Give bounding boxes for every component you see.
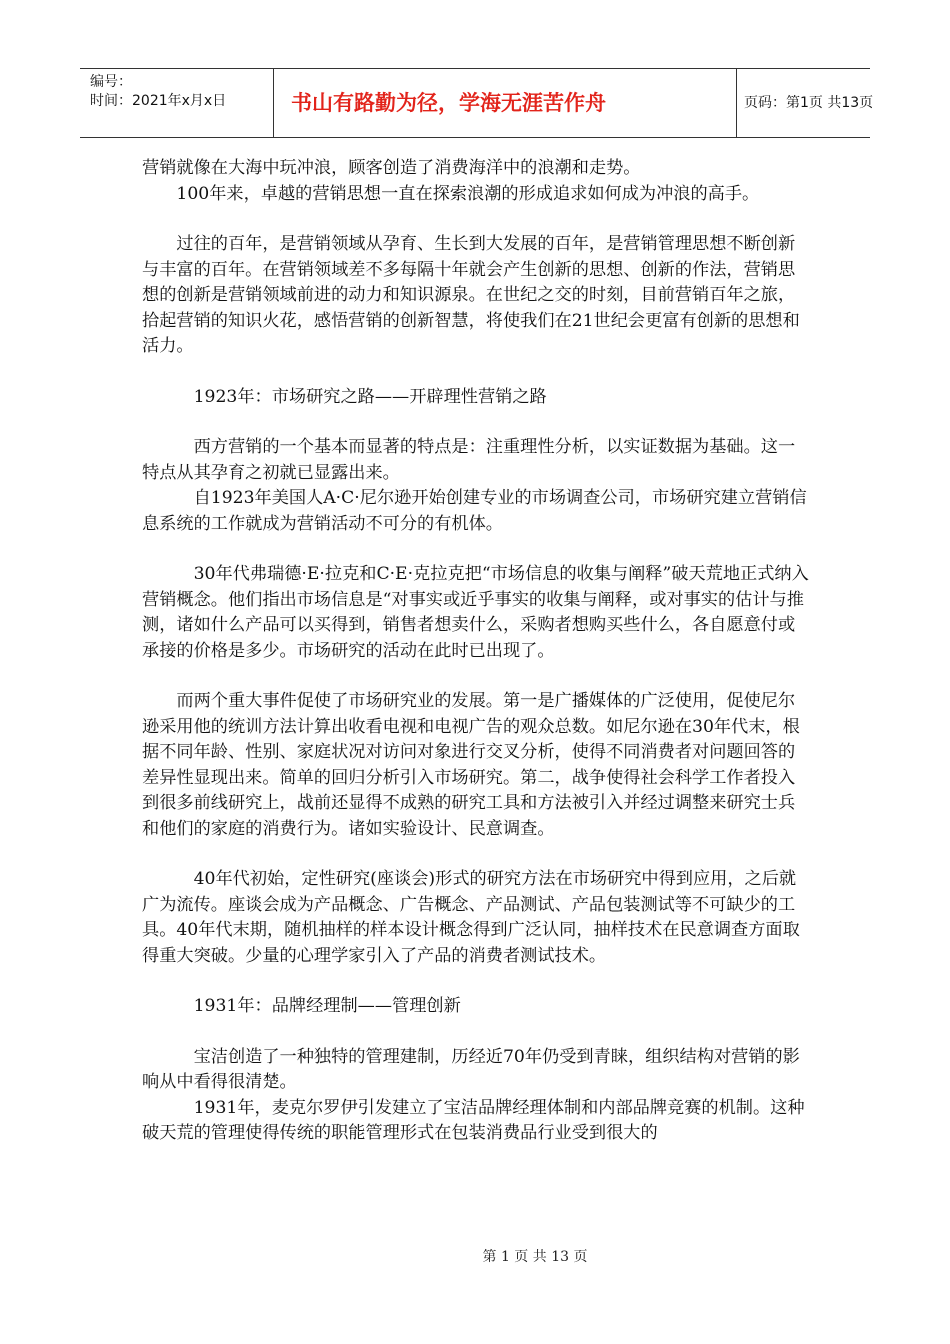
paragraph: 过往的百年，是营销领域从孕育、生长到大发展的百年，是营销管理思想不断创新与丰富的百年。在营销领域差不多每隔十年就会产生创新的思想、创新的作法，营销思想的创新是营销领域前进的动力和知识源泉。在世纪之交的时刻，目前营销百年之旅，拾起营销的知识火花，感悟营销的创新智慧，将使我们在21世纪会更富有创新的思想和活力。 (142, 234, 800, 356)
paragraph: 40年代初始，定性研究(座谈会)形式的研究方法在市场研究中得到应用，之后就广为流传。座谈会成为产品概念、广告概念、产品测试、产品包装测试等不可缺少的工具。40年代末期，随机抽样的样本设计概念得到广泛认同，抽样技术在民意调查方面取得重大突破。少量的心理学家引入了产品的消费者测试技术。 (142, 869, 800, 966)
header-meta-cell (80, 69, 274, 137)
date-label: 时间：2021年x月x日 (90, 93, 227, 109)
paragraph: 而两个重大事件促使了市场研究业的发展。第一是广播媒体的广泛使用，促使尼尔逊采用他的统训方法计算出收看电视和电视广告的观众总数。如尼尔逊在30年代末，根据不同年龄、性别、家庭状况对访问对象进行交叉分析，使得不同消费者对问题回答的差异性显现出来。简单的回归分析引入市场研究。第二，战争使得社会科学工作者投入到很多前线研究上，战前还显得不成熟的研究工具和方法被引入并经过调整来研究士兵和他们的家庭的消费行为。诸如实验设计、民意调查。 (142, 691, 800, 839)
document-header (80, 68, 874, 138)
paragraph: 100年来，卓越的营销思想一直在探索浪潮的形成追求如何成为冲浪的高手。 (176, 183, 760, 204)
header-page-label: 页码：第1页 共13页 (744, 95, 874, 111)
section-heading: 1931年：品牌经理制——管理创新 (193, 996, 461, 1016)
header-motto: 书山有路勤为径，学海无涯苦作舟 (275, 69, 737, 137)
section-heading: 1923年：市场研究之路——开辟理性营销之路 (193, 386, 547, 407)
footer-page-number: 第 1 页 共 13 页 (482, 1249, 588, 1265)
page-footer (0, 1246, 950, 1266)
paragraph: 自1923年美国人A·C·尼尔逊开始创建专业的市场调查公司，市场研究建立营销信息系统的工作就成为营销活动不可分的有机体。 (142, 488, 807, 534)
paragraph: 30年代弗瑞德·E·拉克和C·E·克拉克把“市场信息的收集与阐释”破天荒地正式纳入营销概念。他们指出市场信息是“对事实或近乎事实的收集与阐释，或对事实的估计与推测，诸如什么产品可以买得到，销售者想卖什么，采购者想购买些什么，各自愿意付或承接的价格是多少。市场研究的活动在此时已出现了。 (142, 564, 809, 661)
document-body (142, 150, 810, 1147)
paragraph: 宝洁创造了一种独特的管理建制，历经近70年仍受到青睐，组织结构对营销的影响从中看得很清楚。 (142, 1046, 800, 1092)
paragraph: 1931年，麦克尔罗伊引发建立了宝洁品牌经理体制和内部品牌竞赛的机制。这种破天荒的管理使得传统的职能管理形式在包装消费品行业受到很大的 (142, 1097, 805, 1143)
paragraph: 西方营销的一个基本而显著的特点是：注重理性分析，以实证数据为基础。这一特点从其孕育之初就已显露出来。 (142, 437, 796, 483)
paragraph: 营销就像在大海中玩冲浪，顾客创造了消费海洋中的浪潮和走势。 (142, 158, 641, 178)
number-label: 编号： (90, 74, 132, 90)
